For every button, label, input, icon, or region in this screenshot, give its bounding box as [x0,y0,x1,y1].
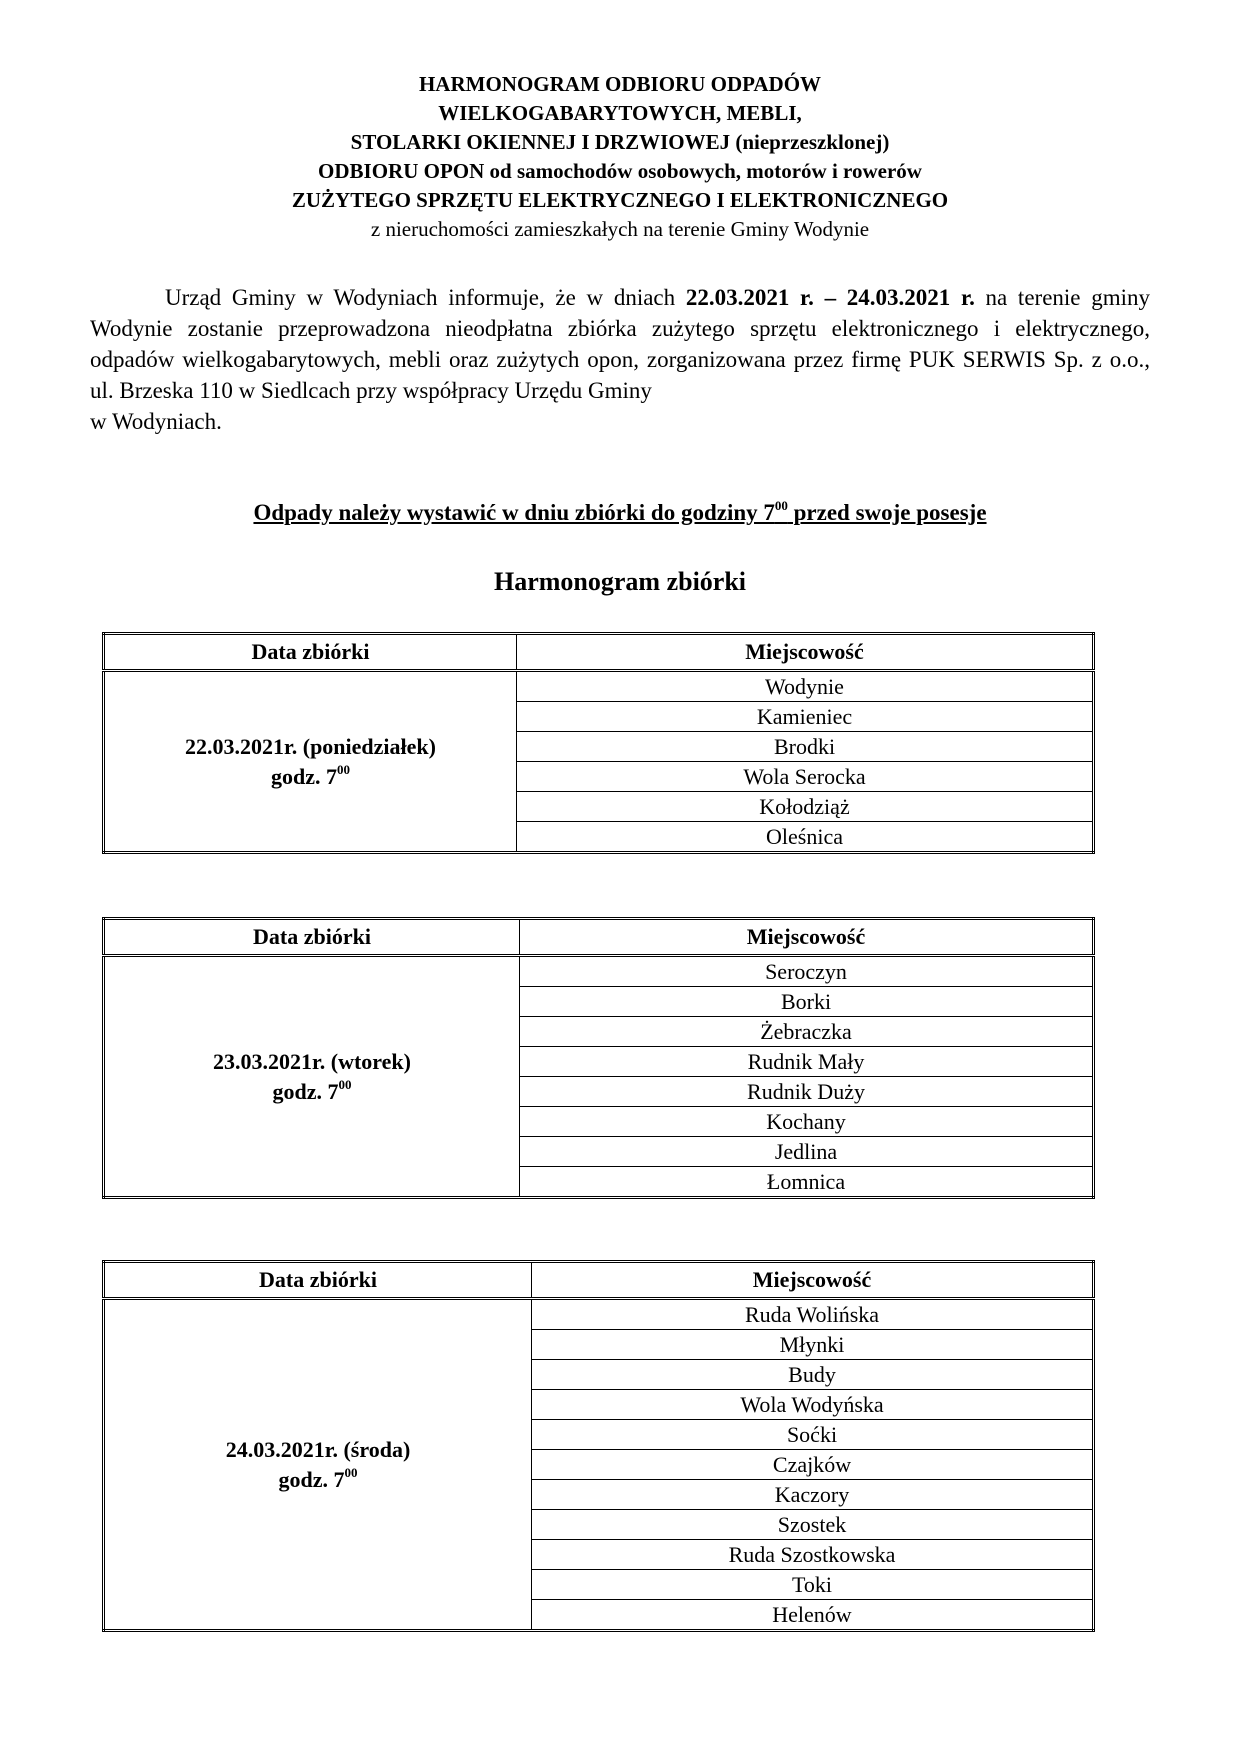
collection-date-cell [104,956,520,1198]
place-cell: Ruda Wolińska [532,1299,1094,1330]
collection-time: godz. $7^{00}$ [271,761,350,789]
column-header-place: Miejscowość [517,634,1094,671]
column-header-date: Data zbiórki [104,634,517,671]
place-cell: Ruda Szostkowska [532,1540,1094,1570]
table-header-row [104,919,1094,956]
collection-date-cell [104,671,517,853]
place-cell: Kamieniec [517,702,1094,732]
collection-date: 23.03.2021r. (wtorek) [213,1048,411,1074]
notice-text: Odpady należy wystawić w dniu zbiórki do godziny 7 [253,500,775,525]
place-cell: Żebraczka [520,1017,1094,1047]
table-header-row [104,1262,1094,1299]
schedule-heading: Harmonogram zbiórki [493,567,747,596]
intro-text [90,282,1150,406]
place-cell: Rudnik Duży [520,1077,1094,1107]
column-header-date: Data zbiórki [104,1262,532,1299]
schedule-table [102,632,1095,854]
title-line: WIELKOGABARYTOWYCH, MEBLI, [438,101,802,125]
place-cell: Wodynie [517,671,1094,702]
intro-paragraph [90,282,1150,437]
document-title [0,70,1240,244]
table-row [104,671,1094,702]
collection-time: godz. $7^{00}$ [272,1076,352,1104]
title-subline: z nieruchomości zamieszkałych na terenie Gminy Wodynie [370,217,870,241]
place-cell: Kołodziąż [517,792,1094,822]
intro-part1: Urząd Gminy w Wodyniach informuje, że w dniach [165,285,686,310]
title-line: ZUŻYTEGO SPRZĘTU ELEKTRYCZNEGO I ELEKTRONICZNEGO [291,188,949,212]
place-cell: Wola Wodyńska [532,1390,1094,1420]
collection-time: godz. $7^{00}$ [278,1464,358,1492]
column-header-place: Miejscowość [532,1262,1094,1299]
intro-part2: na terenie gminy Wodynie zostanie przeprowadzona nieodpłatna zbiórka zużytego sprzętu elektronicznego i elektrycznego, odpadów wielkogabarytowych, mebli oraz zużytych opon, zorganizowana przez firmę PUK SERWIS Sp. z o.o., ul. Brzeska 110 w Siedlcach przy współpracy Urzędu Gminy [90,285,1150,403]
place-cell: Wola Serocka [517,762,1094,792]
place-cell: Seroczyn [520,956,1094,987]
place-cell: Rudnik Mały [520,1047,1094,1077]
place-cell: Helenów [532,1600,1094,1631]
table-row [104,1299,1094,1330]
title-line: ODBIORU OPON od samochodów osobowych, motorów i rowerów [318,159,922,183]
schedule-table [102,917,1095,1199]
place-cell: Łomnica [520,1167,1094,1198]
title-line: HARMONOGRAM ODBIORU ODPADÓW [418,72,822,96]
schedule-table [102,1260,1095,1632]
collection-date: 22.03.2021r. (poniedziałek) [185,733,436,759]
intro-dates: 22.03.2021 r. – 24.03.2021 r. [685,285,975,310]
place-cell: Toki [532,1570,1094,1600]
place-cell: Szostek [532,1510,1094,1540]
intro-part3: w Wodyniach. [90,409,222,434]
place-cell: Budy [532,1360,1094,1390]
notice-line [0,500,1240,526]
column-header-place: Miejscowość [520,919,1094,956]
title-line: STOLARKI OKIENNEJ I DRZWIOWEJ (nieprzeszklonej) [350,130,890,154]
collection-date-cell [104,1299,532,1631]
collection-date: 24.03.2021r. (środa) [225,1436,411,1462]
place-cell: Młynki [532,1330,1094,1360]
place-cell: Borki [520,987,1094,1017]
place-cell: Soćki [532,1420,1094,1450]
place-cell: Brodki [517,732,1094,762]
column-header-date: Data zbiórki [104,919,520,956]
table-header-row [104,634,1094,671]
place-cell: Kochany [520,1107,1094,1137]
place-cell: Jedlina [520,1137,1094,1167]
place-cell: Kaczory [532,1480,1094,1510]
notice-text-end: przed swoje posesje [787,500,987,525]
place-cell: Oleśnica [517,822,1094,853]
place-cell: Czajków [532,1450,1094,1480]
notice-sup: 00 [774,498,788,513]
table-row [104,956,1094,987]
